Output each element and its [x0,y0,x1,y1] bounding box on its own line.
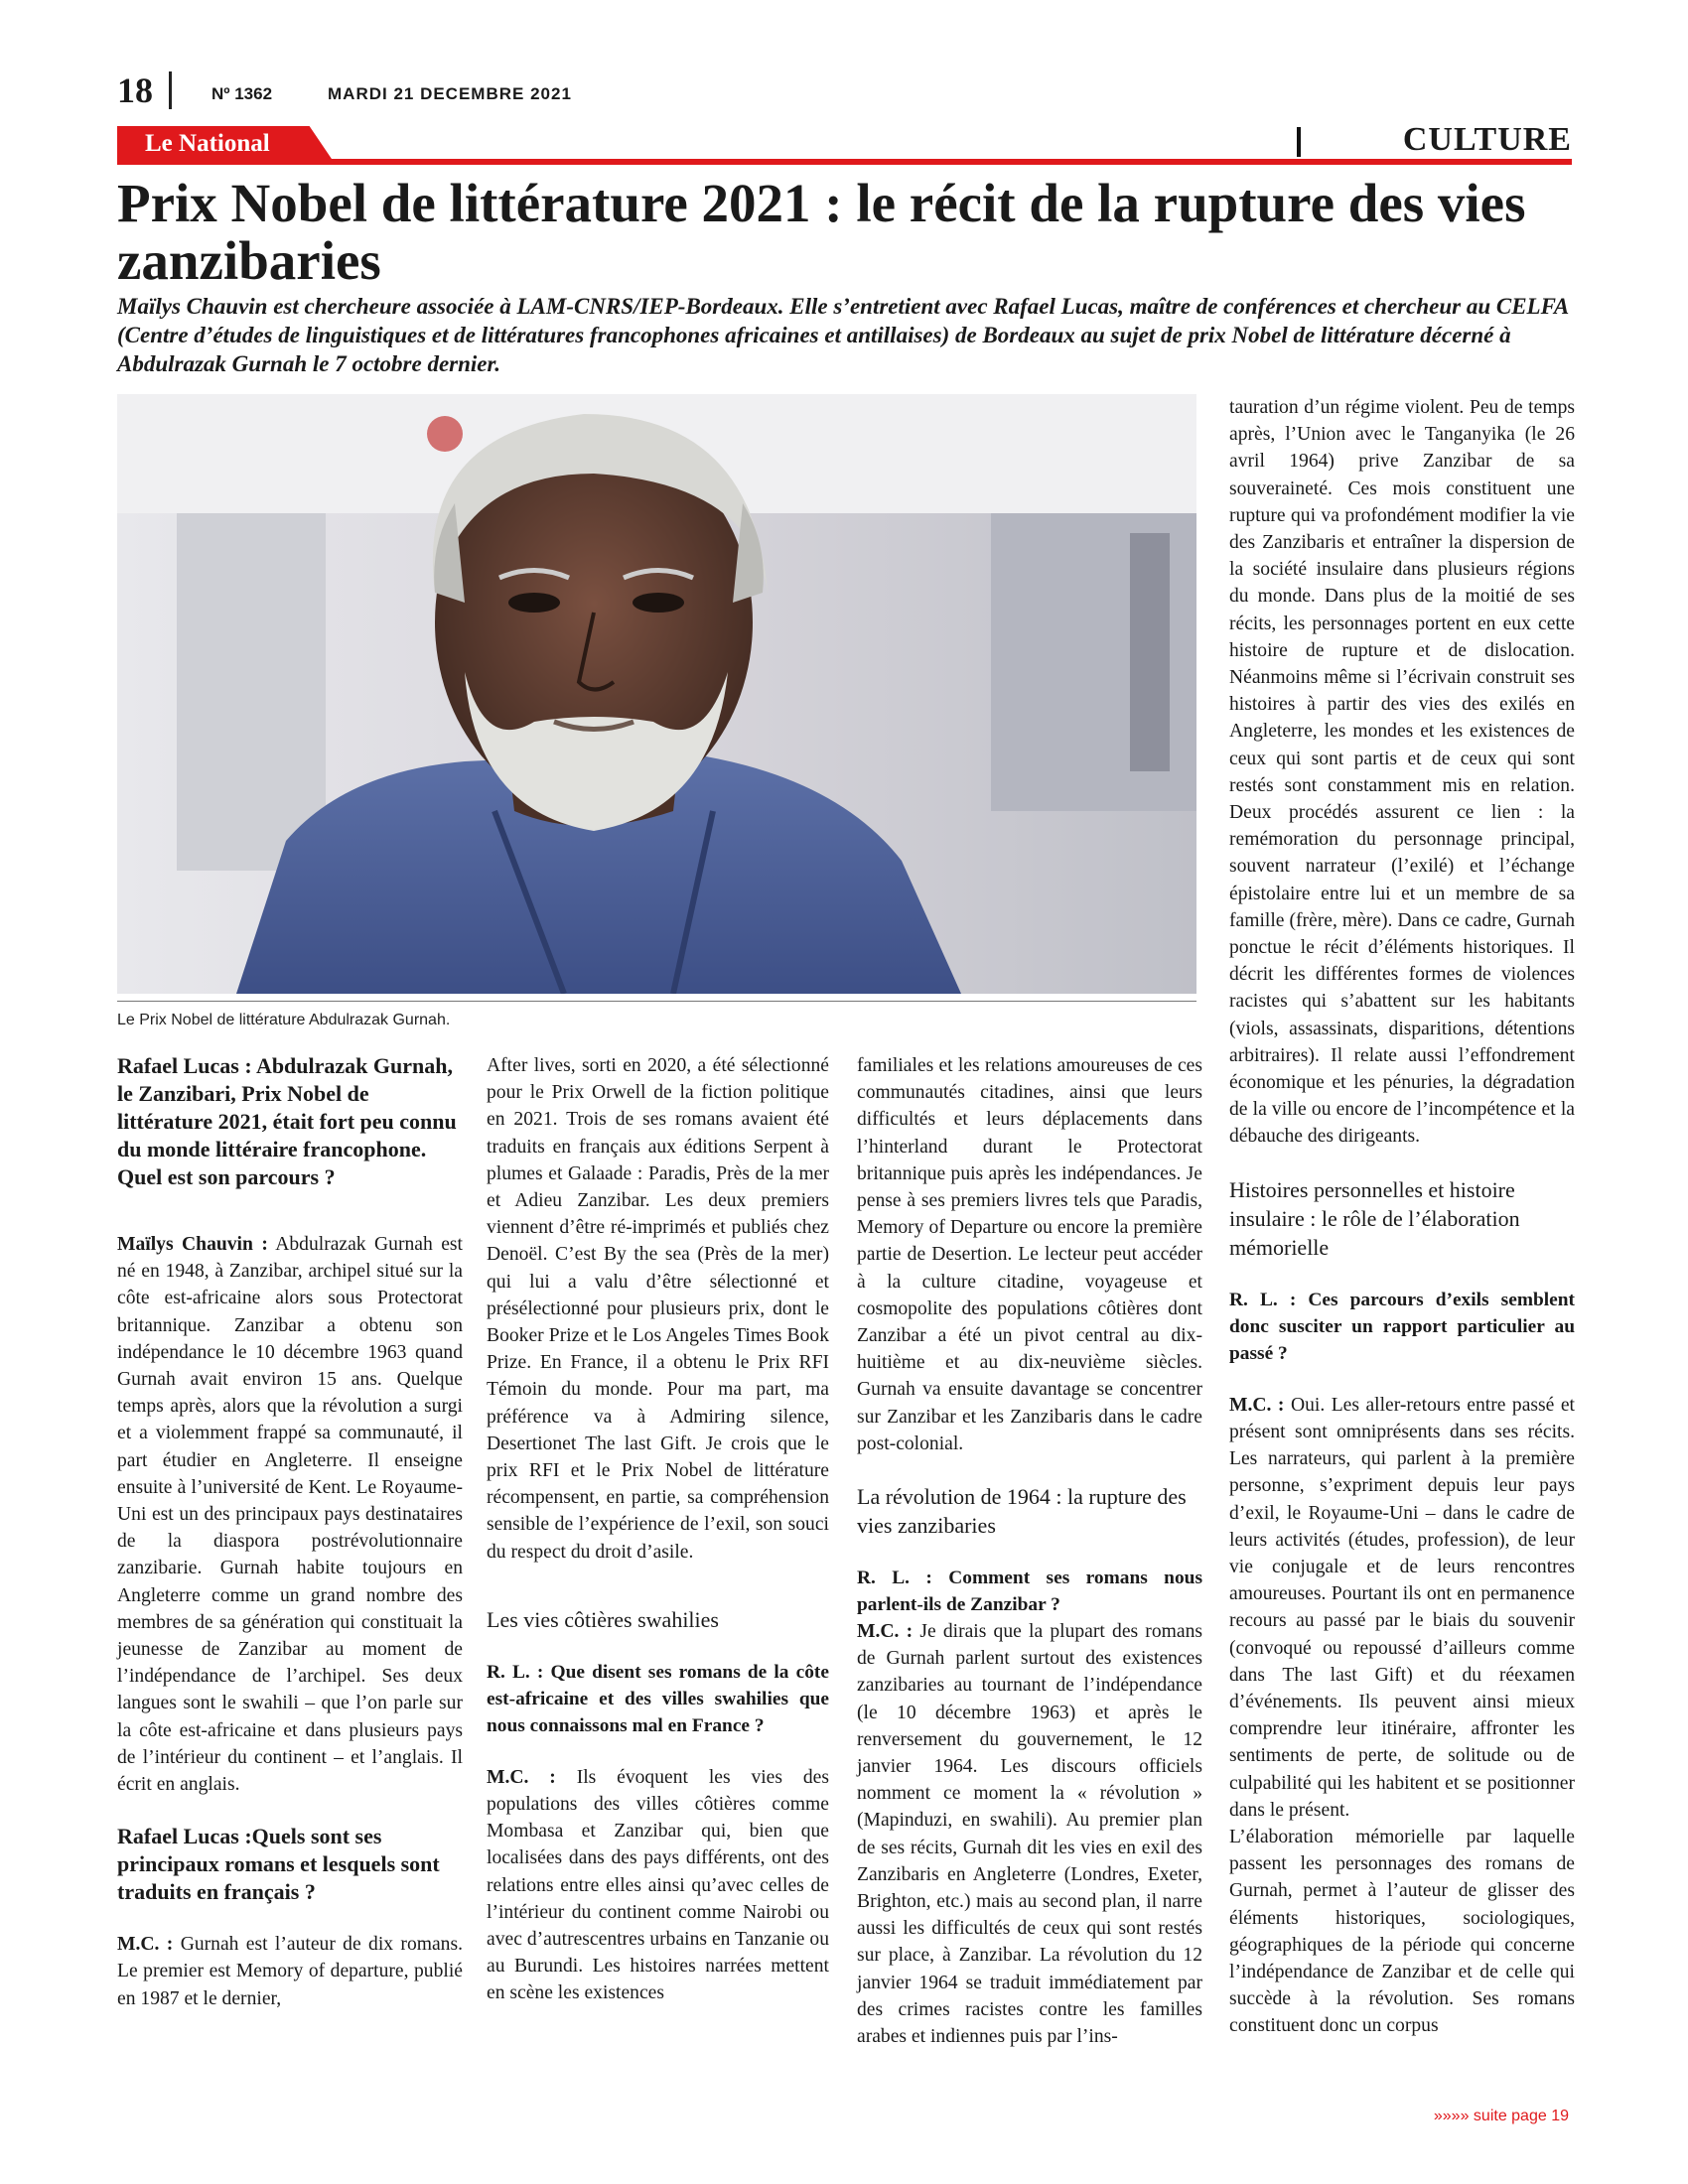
interview-answer [1229,1392,1575,1824]
speaker-label: M.C. : [117,1934,174,1956]
brand-name: Le National [145,130,270,157]
column-4 [1229,394,1575,2040]
interview-answer [857,1618,1202,2050]
interview-question: R. L. : Que disent ses romans de la côte est-africaine et des villes swahilies que nous connaissons mal en France ? [487,1661,829,1736]
answer-text: Oui. Les aller-retours entre passé et présent sont omniprésents dans ses récits. Les narrateurs, qui parlent à la première personne, s’expriment depuis leur pays d’exil, le Royaume-Uni – dans le cadre de leurs activités (études, profession), de leur vie conjugale et de leurs rencontres amoureuses. Pourtant ils ont en permanence recours au passé par le biais du souvenir (convoqué ou repoussé d’ailleurs comme dans The last Gift) et du réexamen d’événements. Ils peuvent ainsi mieux comprendre leur itinéraire, affronter les sentiments de perte, de solitude ou de culpabilité qui les habitent et se positionner dans le présent. [1229,1394,1575,1821]
section-divider [1297,127,1301,157]
issue-date: MARDI 21 DECEMBRE 2021 [328,84,572,103]
interview-question: R. L. : Comment ses romans nous parlent-ils de Zanzibar ? [857,1568,1202,1616]
subheading: La révolution de 1964 : la rupture des vies zanzibaries [857,1484,1187,1539]
answer-text: Je dirais que la plupart des romans de Gurnah parlent surtout des existences zanzibaries au tournant de l’indépendance (le 10 décembre 1963) et après le renversement du gouvernement, le 12 janvier 1964. Les discours officiels nomment ce moment la « révolution » (Mapinduzi, en swahili). Au premier plan de ses récits, Gurnah dit les vies en exil des Zanzibaris en Angleterre (Londres, Exeter, Brighton, etc.) mais au second plan, il narre aussi les difficultés de ceux qui sont restés sur place, à Zanzibar. La révolution du 12 janvier 1964 se traduit immédiatement par des crimes racistes contre les familles arabes et indiennes puis par l’ins- [857,1621,1202,2048]
speaker-label: Maïlys Chauvin : [117,1234,268,1255]
answer-text: L’élaboration mémorielle par laquelle passent les personnages des romans de Gurnah, permet à l’auteur de glisser des éléments historiques, sociologiques, géographiques de la période qui concerne l’indépendance de Zanzibar et de celle qui succède à la révolution. Ses romans constituent donc un corpus [1229,1826,1575,2037]
interview-question: Rafael Lucas :Quels sont ses principaux romans et lesquels sont traduits en français ? [117,1824,440,1905]
interview-question: R. L. : Ces parcours d’exils semblent donc susciter un rapport particulier au passé ? [1229,1289,1575,1364]
answer-text: Gurnah est l’auteur de dix romans. Le premier est Memory of departure, publié en 1987 et le dernier, [117,1934,463,2009]
subheading: Les vies côtières swahilies [487,1606,719,1632]
issue-number: Nº 1362 [211,84,273,103]
interview-answer [117,1231,463,1798]
page-number: 18 [117,70,153,110]
answer-text-continued: familiales et les relations amoureuses de ces communautés citadines, ainsi que leurs difficultés et leurs déplacements dans l’hinterland durant le Protectorat britannique puis après les indépendances. Je pense à ses premiers livres tels que Paradis, Memory of Departure ou encore la première partie de Desertion. Le lecteur peut accéder à la culture citadine, voyageuse et cosmopolite des populations côtières dont Zanzibar a été un pivot central au dix-huitième et au dix-neuvième siècles. Gurnah va ensuite davantage se concentrer sur Zanzibar et les Zanzibaris dans le cadre post-colonial. [857,1055,1202,1454]
section-rule [117,159,1572,165]
interview-answer [487,1764,829,2007]
interview-question: Rafael Lucas : Abdulrazak Gurnah, le Zanzibari, Prix Nobel de littérature 2021, était fort peu connu du monde littéraire francophone. Quel est son parcours ? [117,1053,457,1189]
column-3 [857,1052,1202,2050]
article-headline: Prix Nobel de littérature 2021 : le récit de la rupture des vies zanzibaries [117,173,1526,291]
answer-text-continued: tauration d’un régime violent. Peu de temps après, l’Union avec le Tanganyika (le 26 avril 1964) prive Zanzibar de sa souveraineté. Ces mois constituent une rupture qui va profondément modifier la vie des Zanzibaris et entraîner la dispersion de la société insulaire dans plusieurs régions du monde. Dans plus de la moitié de ses récits, les personnages portent en eux cette histoire de rupture et de dislocation. Néanmoins même si l’écrivain construit ses histoires à partir des vies des exilés en Angleterre, les mondes et les existences de ceux qui sont partis et de ceux qui sont restés sont constamment mis en relation. Deux procédés assurent ce lien : la remémoration du personnage principal, souvent narrateur (l’exilé) et l’échange épistolaire entre lui et un membre de sa famille (frère, mère). Dans ce cadre, Gurnah ponctue le récit d’éléments historiques. Il décrit les différentes formes de violences racistes qui s’abattent sur les habitants (viols, assassinats, disparitions, détentions arbitraires). Il relate aussi l’effondrement économique et les pénuries, la dégradation de la ville ou encore de l’incompétence et la débauche des dirigeants. [1229,397,1575,1148]
speaker-label: M.C. : [857,1621,914,1643]
speaker-label: M.C. : [487,1766,556,1788]
interview-answer [117,1931,463,2012]
photo-caption: Le Prix Nobel de littérature Abdulrazak Gurnah. [117,1012,451,1028]
photo-rule [117,1001,1196,1002]
author-photo [117,394,1196,994]
column-2 [487,1052,829,2007]
answer-text: Abdulrazak Gurnah est né en 1948, à Zanzibar, archipel situé sur la côte est-africaine alors sous Protectorat britannique. Zanzibar a obtenu son indépendance le 10 décembre 1963 quand Gurnah avait environ 15 ans. Quelque temps après, alors que la révolution a surgi et a violemment frappé sa communauté, il part étudier en Angleterre. Il enseigne ensuite à l’université de Kent. Le Royaume-Uni est un des principaux pays destinataires de la diaspora postrévolutionnaire zanzibarie. Gurnah habite toujours en Angleterre comme un grand nombre des membres de sa génération qui constituait la jeunesse de Zanzibar au moment de l’indépendance de l’archipel. Ses deux langues sont le swahili – que l’on parle sur la côte est-africaine et dans plusieurs pays de l’intérieur du continent – et l’anglais. Il écrit en anglais. [117,1234,463,1796]
page-number-divider [169,71,172,109]
column-1 [117,1052,463,2012]
speaker-label: M.C. : [1229,1394,1285,1416]
answer-text-continued: After lives, sorti en 2020, a été sélectionné pour le Prix Orwell de la fiction politique en 2021. Trois de ses romans avaient été traduits en français aux éditions Serpent à plumes et Galaade : Paradis, Près de la mer et Adieu Zanzibar. Les deux premiers viennent d’être ré-imprimés et publiés chez Denoël. C’est By the sea (Près de la mer) qui lui a valu d’être sélectionné et présélectionné pour plusieurs prix, dont le Booker Prize et le Los Angeles Times Book Prize. En France, il a obtenu le Prix RFI Témoin du monde. Pour ma part, ma préférence va à Admiring silence, Desertionet The last Gift. Je crois que le prix RFI et le Prix Nobel de littérature récompensent, en partie, sa compréhension sensible de l’expérience de l’exil, son souci du respect du droit d’asile. [487,1055,829,1563]
section-name: CULTURE [1402,121,1572,158]
answer-text: Ils évoquent les vies des populations des villes côtières comme Mombasa et Zanzibar qui, bien que localisées dans des pays différents, ont des relations entre elles ainsi qu’avec celles de l’intérieur du continent comme Nairobi ou avec d’autrescentres urbains en Tanzanie ou au Burundi. Les histoires narrées mettent en scène les existences [487,1766,829,2004]
article-standfirst: Maïlys Chauvin est chercheure associée à LAM-CNRS/IEP-Bordeaux. Elle s’entretient avec Rafael Lucas, maître de conférences et chercheur au CELFA (Centre d’études de linguistiques et de littératures francophones africaines et antillaises) de Bordeaux au sujet de prix Nobel de littérature décerné à Abdulrazak Gurnah le 7 octobre dernier. [117,294,1568,376]
subheading: Histoires personnelles et histoire insulaire : le rôle de l’élaboration mémorielle [1229,1176,1520,1260]
continued-link[interactable]: »»»» suite page 19 [1433,2108,1569,2124]
